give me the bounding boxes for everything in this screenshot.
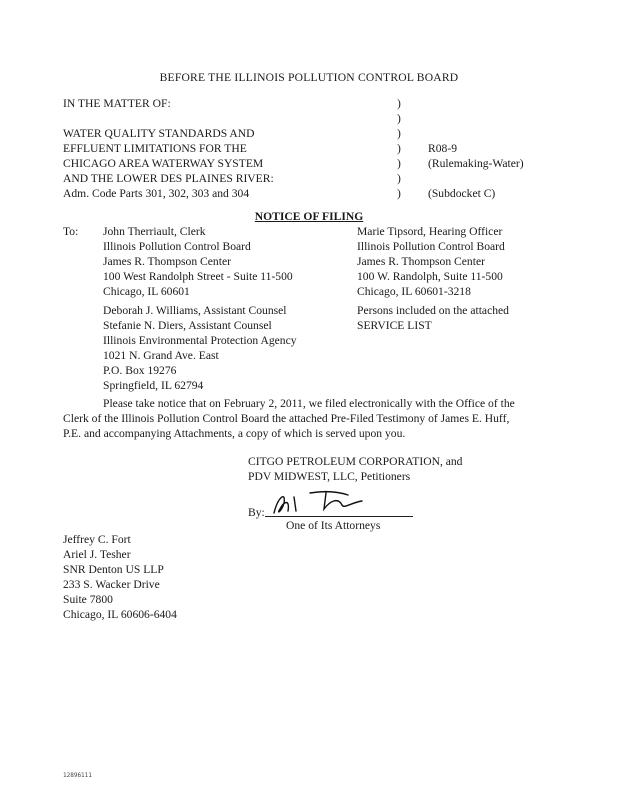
counsel-line: SNR Denton US LLP xyxy=(63,563,164,576)
body-line: Please take notice that on February 2, 2011, we filed electronically with the Office of the xyxy=(103,397,515,410)
paren: ) xyxy=(397,97,401,110)
paren: ) xyxy=(397,187,401,200)
address-line: Stefanie N. Diers, Assistant Counsel xyxy=(103,319,272,332)
counsel-line: Chicago, IL 60606-6404 xyxy=(63,608,177,621)
caption-line: IN THE MATTER OF: xyxy=(63,97,171,110)
docket-info xyxy=(428,141,524,201)
document-heading: BEFORE THE ILLINOIS POLLUTION CONTROL BOARD xyxy=(159,71,459,84)
caption-line: WATER QUALITY STANDARDS AND xyxy=(63,127,255,140)
paren: ) xyxy=(397,172,401,185)
paren: ) xyxy=(397,112,401,125)
counsel-block xyxy=(63,532,177,622)
body-line: P.E. and accompanying Attachments, a copy of which is served upon you. xyxy=(63,427,406,440)
paren: ) xyxy=(397,157,401,170)
address-line: Illinois Pollution Control Board xyxy=(357,240,505,253)
address-line: 100 West Randolph Street - Suite 11-500 xyxy=(103,270,293,283)
caption-line: EFFLUENT LIMITATIONS FOR THE xyxy=(63,142,247,155)
by-label: By: xyxy=(248,506,265,519)
counsel-line: Suite 7800 xyxy=(63,593,113,606)
address-line: Springfield, IL 62794 xyxy=(103,379,204,392)
address-line: SERVICE LIST xyxy=(357,319,432,332)
address-line: James R. Thompson Center xyxy=(357,255,485,268)
address-line: James R. Thompson Center xyxy=(103,255,231,268)
address-line: Chicago, IL 60601 xyxy=(103,285,190,298)
petitioners-block xyxy=(248,454,462,484)
recipient-epa xyxy=(103,303,297,393)
body-line: Clerk of the Illinois Pollution Control Board the attached Pre-Filed Testimony of James E. Huff, xyxy=(63,412,510,425)
document-footer-code: 12896111 xyxy=(63,772,92,779)
counsel-line: Ariel J. Tesher xyxy=(63,548,131,561)
docket-type: (Rulemaking-Water) xyxy=(428,157,524,170)
attorney-role: One of Its Attorneys xyxy=(286,519,381,532)
docket-subdocket: (Subdocket C) xyxy=(428,187,496,200)
caption-line: CHICAGO AREA WATERWAY SYSTEM xyxy=(63,157,264,170)
recipient-service-list xyxy=(357,303,509,333)
address-line: Deborah J. Williams, Assistant Counsel xyxy=(103,304,287,317)
docket-number: R08-9 xyxy=(428,142,457,155)
recipient-hearing-officer xyxy=(357,224,505,299)
caption-parentheses xyxy=(397,96,401,201)
address-line: John Therriault, Clerk xyxy=(103,225,206,238)
caption-line: Adm. Code Parts 301, 302, 303 and 304 xyxy=(63,187,250,200)
paren: ) xyxy=(397,142,401,155)
address-line: Illinois Environmental Protection Agency xyxy=(103,334,297,347)
caption-line: AND THE LOWER DES PLAINES RIVER: xyxy=(63,172,274,185)
recipient-clerk xyxy=(103,224,293,299)
notice-body xyxy=(63,396,515,441)
case-caption xyxy=(63,96,274,201)
petitioner-line: PDV MIDWEST, LLC, Petitioners xyxy=(248,470,411,483)
counsel-line: 233 S. Wacker Drive xyxy=(63,578,160,591)
address-line: 1021 N. Grand Ave. East xyxy=(103,349,219,362)
signature-line xyxy=(265,516,413,517)
to-label: To: xyxy=(63,225,79,238)
counsel-line: Jeffrey C. Fort xyxy=(63,533,131,546)
caption-line xyxy=(63,111,274,126)
paren: ) xyxy=(397,127,401,140)
address-line: Chicago, IL 60601-3218 xyxy=(357,285,471,298)
address-line: 100 W. Randolph, Suite 11-500 xyxy=(357,270,503,283)
address-line: Marie Tipsord, Hearing Officer xyxy=(357,225,503,238)
notice-title: NOTICE OF FILING xyxy=(254,210,364,223)
address-line: P.O. Box 19276 xyxy=(103,364,177,377)
petitioner-line: CITGO PETROLEUM CORPORATION, and xyxy=(248,455,463,468)
docket-spacer xyxy=(428,171,524,186)
address-line: Illinois Pollution Control Board xyxy=(103,240,251,253)
address-line: Persons included on the attached xyxy=(357,304,509,317)
